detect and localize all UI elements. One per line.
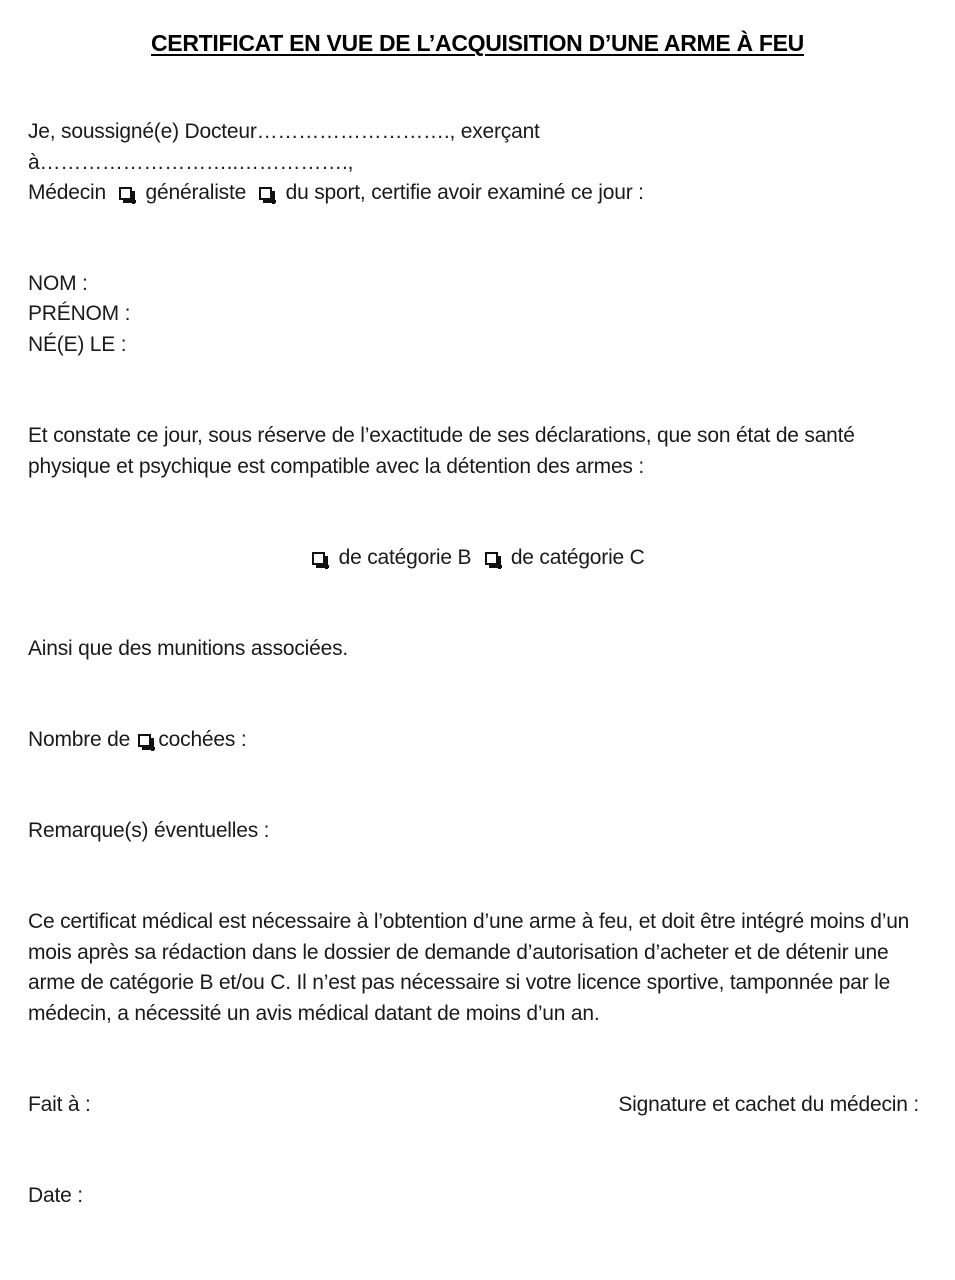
sport-label: du sport, certifie avoir examiné ce jour : (285, 181, 644, 204)
nom-field-label: NOM : (28, 272, 88, 295)
category-b-label: de catégorie B (338, 546, 472, 569)
generaliste-label: généraliste (145, 181, 247, 204)
signature-label: Signature et cachet du médecin : (618, 1093, 919, 1116)
checkbox-symbol-icon (138, 734, 151, 747)
generaliste-checkbox[interactable] (119, 187, 132, 200)
medecin-label: Médecin (28, 181, 106, 204)
date-label: Date : (28, 1184, 83, 1207)
munitions-text: Ainsi que des munitions associées. (28, 637, 349, 660)
legal-note-paragraph: Ce certificat médical est nécessaire à l’obtention d’une arme à feu, et doit être intégré moins d’un mois après sa rédaction dans le dossier de demande d’autorisation d’acheter et de détenir une arme de catégorie B et/ou C. Il n’est pas nécessaire si votre licence sportive, tamponnée par le médecin, a nécessité un avis médical datant de moins d’un an. (28, 910, 910, 1025)
category-c-checkbox[interactable] (485, 552, 498, 565)
nombre-prefix: Nombre de (28, 728, 131, 751)
nombre-suffix: cochées : (158, 728, 247, 751)
document-title: CERTIFICAT EN VUE DE L’ACQUISITION D’UNE ARME À FEU (150, 30, 804, 56)
category-options (0, 543, 955, 573)
sport-checkbox[interactable] (259, 187, 272, 200)
practice-location-line: à………………………..……………., (28, 151, 354, 174)
category-c-label: de catégorie C (510, 546, 645, 569)
remarques-label: Remarque(s) éventuelles : (28, 819, 270, 842)
category-b-checkbox[interactable] (312, 552, 325, 565)
constat-paragraph: Et constate ce jour, sous réserve de l’exactitude de ses déclarations, que son état de santé physique et psychique est compatible avec la détention des armes : (28, 424, 855, 478)
birthdate-field-label: NÉ(E) LE : (28, 333, 127, 356)
fait-a-label: Fait à : (28, 1093, 91, 1116)
specialty-line (28, 178, 644, 208)
prenom-field-label: PRÉNOM : (28, 302, 131, 325)
nombre-line (28, 725, 246, 755)
doctor-name-line: Je, soussigné(e) Docteur………………………., exerçant (28, 120, 540, 143)
